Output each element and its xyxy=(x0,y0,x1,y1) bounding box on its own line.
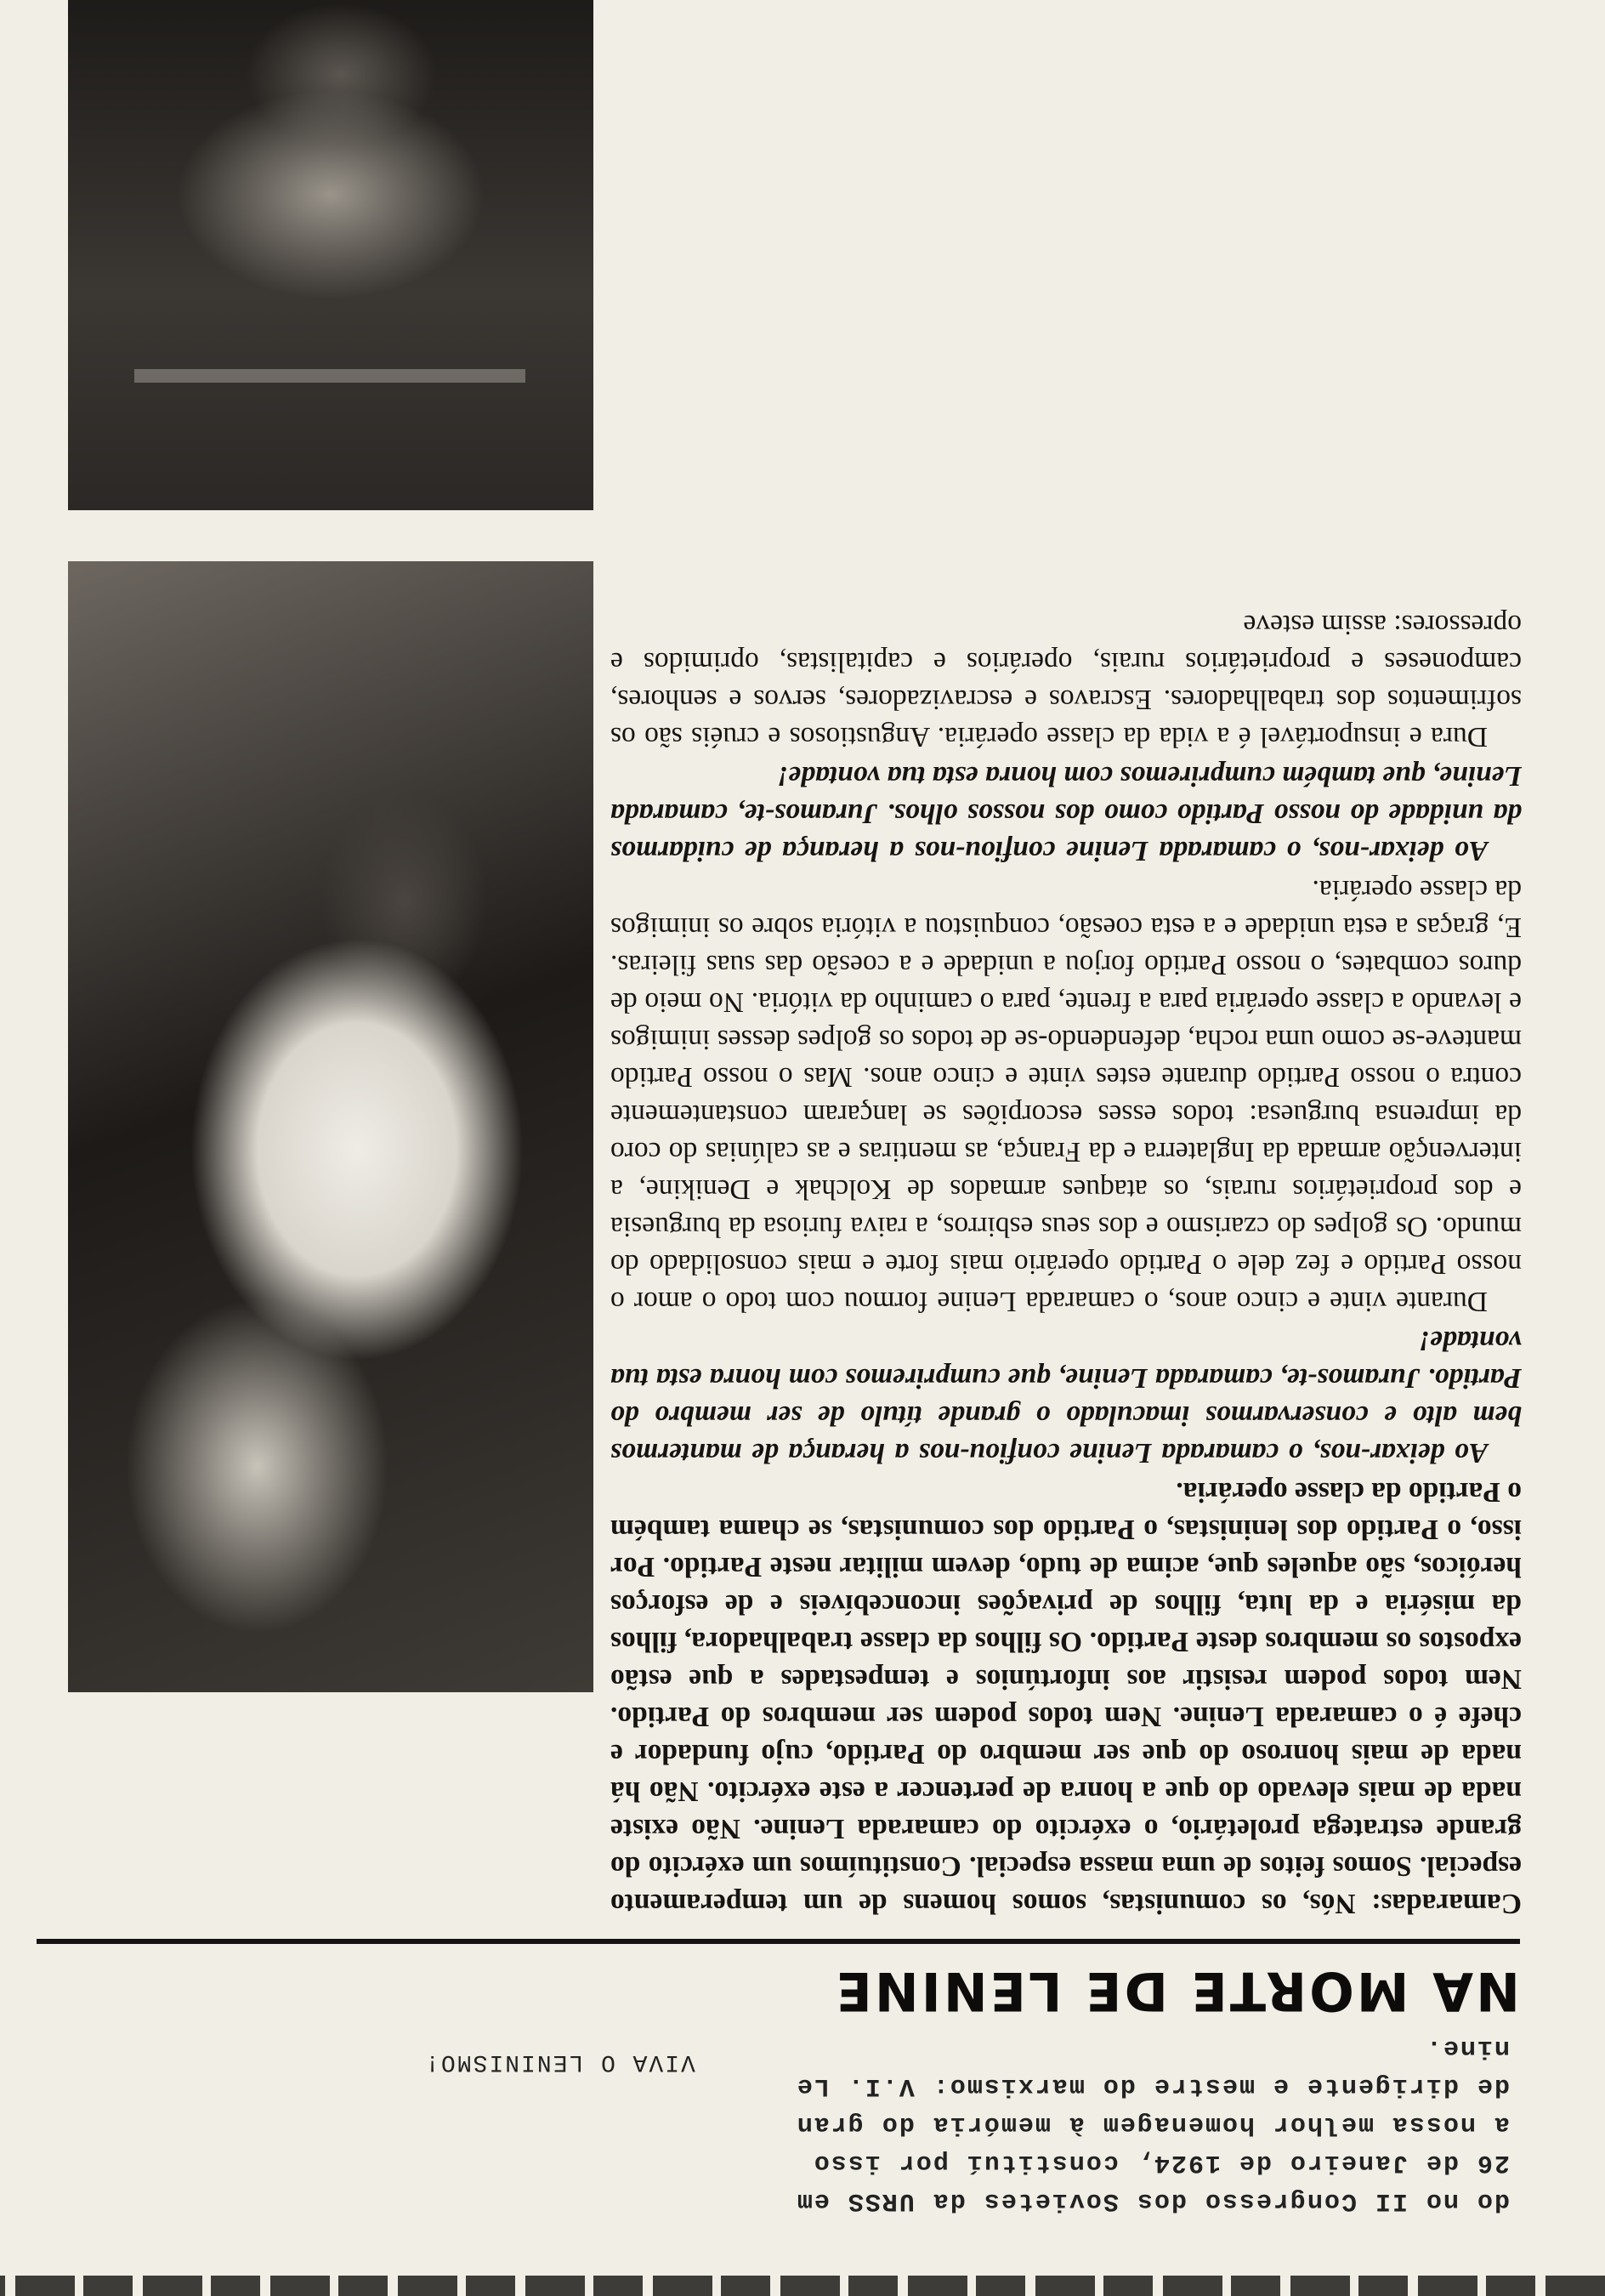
article-headline: NA MORTE DE LENINE xyxy=(833,1960,1520,2022)
typed-line: a nossa melhor homenagem à memória do gran xyxy=(795,2110,1510,2139)
headline-rule xyxy=(37,1939,1520,1944)
article-body xyxy=(610,604,1522,1922)
lenin-portrait-photo xyxy=(68,561,593,1692)
torn-edge-divider xyxy=(0,2276,1605,2296)
typed-line: nine. xyxy=(1424,2033,1510,2062)
typed-line: de dirigente e mestre do marxismo: V.I. Le xyxy=(795,2072,1510,2100)
typed-line: 26 de Janeiro de 1924, constituí por isso xyxy=(812,2148,1510,2177)
portrait-with-cap-photo xyxy=(68,0,593,510)
typed-line: do no II Congresso dos Sovietes da URSS em xyxy=(795,2186,1510,2215)
article-paragraph: Durante vinte e cinco anos, o camarada Lenine formou com todo o amor o nosso Partido e fez dele o Partido operário mais forte e mais consolidado do mundo. Os golpes do czarismo e dos seus esbirros, a raiva furiosa da burguesia e dos proprietários rurais, os ataques armados de Kolchak e Denikine, a intervenção armada da Inglaterra e da França, as mentiras e as calúnias do coro da imprensa burguesa: todos esses escorpiões se lançaram constantemente contra o nosso Partido durante estes vinte e cinco anos. Mas o nosso Partido manteve-se como uma rocha, defendendo-se de todos os golpes desses inimigos e levando a classe operária para a frente, para o caminho da vitória. No meio de duros combates, o nosso Partido forjou a unidade e a coesão das suas fileiras. E, graças a esta unidade e a esta coesão, conquistou a vitória sobre os inimigos da classe operária. xyxy=(610,874,1522,1317)
article-paragraph: Dura e insuportável é a vida da classe operária. Angustiosos e cruéis são os sofrimentos dos trabalhadores. Escravos e escravizadores, servos e senhores, camponeses e proprietários rurais, operários e capitalistas, oprimidos e opressores: assim esteve xyxy=(610,609,1522,753)
viva-leninismo-slogan: VIVA O LENINISMO! xyxy=(423,2049,695,2075)
oath-paragraph: Ao deixar-nos, o camarada Lenine confiou-nos a herança de cuidarmos da unidade do nosso Partido como dos nossos olhos. Juramos-te, camarada Lenine, que também cumpriremos com honra esta tua vontade! xyxy=(610,760,1522,867)
cap-band xyxy=(134,369,525,383)
oath-paragraph: Ao deixar-nos, o camarada Lenine confiou-nos a herança de mantermos bem alto e conservarmos imaculado o grande título de ser membro do Partido. Juramos-te, camarada Lenine, que cumpriremos com honra esta tua vontade! xyxy=(610,1325,1522,1469)
article-paragraph: Camaradas: Nós, os comunistas, somos homens de um temperamento especial. Somos feitos de uma massa especial. Constituímos um exército do grande estratega proletário, o exército do camarada Lenine. Não existe nada de mais elevado do que a honra de pertencer a este exército. Não há nada de mais honroso do que ser membro do Partido, cujo fundador e chefe é o camarada Lenine. Nem todos podem ser membros do Partido. Nem todos podem resistir aos infortúnios e tempestades a que estão expostos os membros deste Partido. Os filhos da classe trabalhadora, filhos da miséria e da luta, filhos de privações inconcebíveis e de esforços heróicos, são aqueles que, acima de tudo, devem militar neste Partido. Por isso, o Partido dos leninistas, o Partido dos comunistas, se chama também o Partido da classe operária. xyxy=(610,1476,1522,1919)
